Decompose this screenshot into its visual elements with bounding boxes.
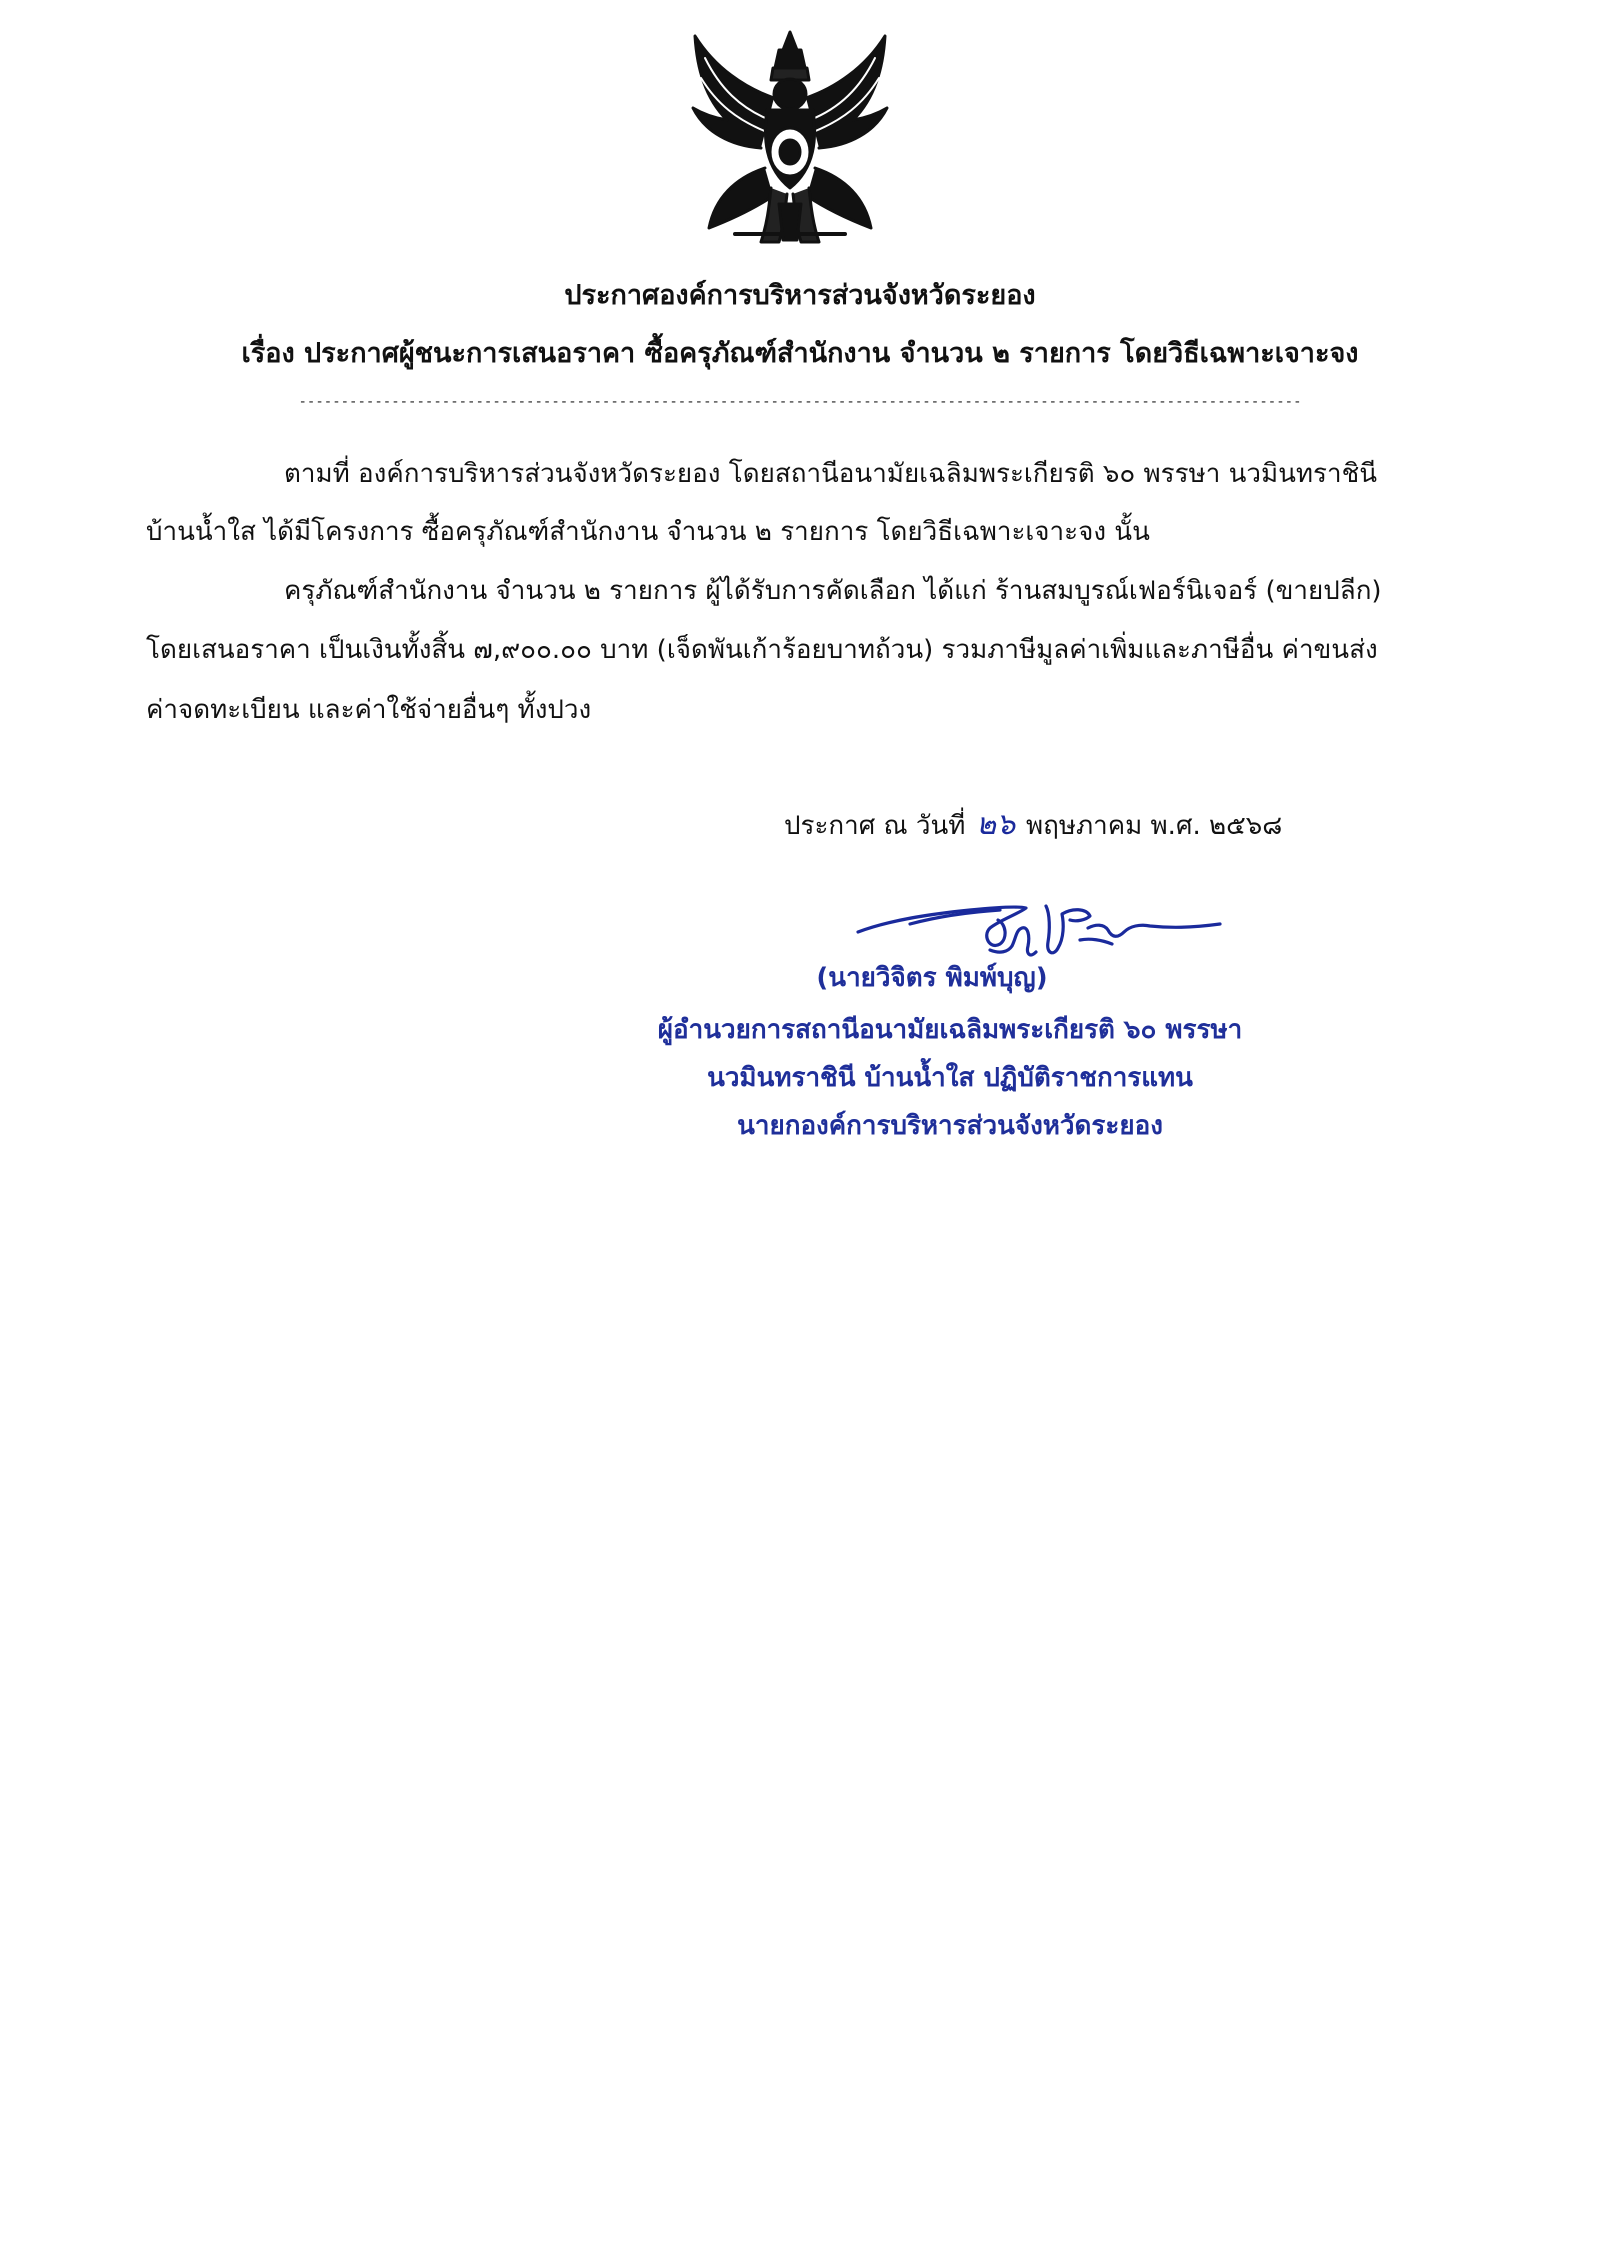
signatory-position-line-3: นายกองค์การบริหารส่วนจังหวัดระยอง	[737, 1111, 1163, 1141]
body-paragraph-2-line-3: ค่าจดทะเบียน และค่าใช้จ่ายอื่นๆ ทั้งปวง	[146, 695, 592, 725]
document-subject: เรื่อง ประกาศผู้ชนะการเสนอราคา ซื้อครุภัณฑ์สำนักงาน จำนวน ๒ รายการ โดยวิธีเฉพาะเจาะจง	[241, 338, 1359, 369]
body-paragraph-2-line-2: โดยเสนอราคา เป็นเงินทั้งสิ้น ๗,๙๐๐.๐๐ บาท (เจ็ดพันเก้าร้อยบาทถ้วน) รวมภาษีมูลค่าเพิ่มและภาษีอื่น ค่าขนส่ง	[146, 635, 1378, 665]
body-paragraph-1-line-1: ตามที่ องค์การบริหารส่วนจังหวัดระยอง โดยสถานีอนามัยเฉลิมพระเกียรติ ๖๐ พรรษา นวมินทราชินี	[284, 459, 1378, 489]
divider-line: -----------------------------------------------------------------------------------------------------------------------	[298, 394, 1302, 410]
body-paragraph-2-line-1: ครุภัณฑ์สำนักงาน จำนวน ๒ รายการ ผู้ได้รับการคัดเลือก ได้แก่ ร้านสมบูรณ์เฟอร์นิเจอร์ (ขายปลีก)	[284, 576, 1382, 606]
announcement-date	[784, 805, 1282, 846]
signatory-position-line-2: นวมินทราชินี บ้านน้ำใส ปฏิบัติราชการแทน	[707, 1063, 1193, 1093]
body-paragraph-1-line-2: บ้านน้ำใส ได้มีโครงการ ซื้อครุภัณฑ์สำนักงาน จำนวน ๒ รายการ โดยวิธีเฉพาะเจาะจง นั้น	[146, 517, 1150, 547]
signatory-position-line-1: ผู้อำนวยการสถานีอนามัยเฉลิมพระเกียรติ ๖๐ พรรษา	[657, 1015, 1243, 1045]
document-title: ประกาศองค์การบริหารส่วนจังหวัดระยอง	[564, 280, 1036, 311]
date-month-year: พฤษภาคม พ.ศ. ๒๕๖๘	[1025, 811, 1283, 841]
garuda-emblem-icon	[675, 28, 905, 253]
date-day-handwritten: ๒๖	[976, 807, 1016, 842]
signatory-name: (นายวิจิตร พิมพ์บุญ)	[816, 963, 1048, 993]
date-prefix: ประกาศ ณ วันที่	[784, 811, 966, 841]
